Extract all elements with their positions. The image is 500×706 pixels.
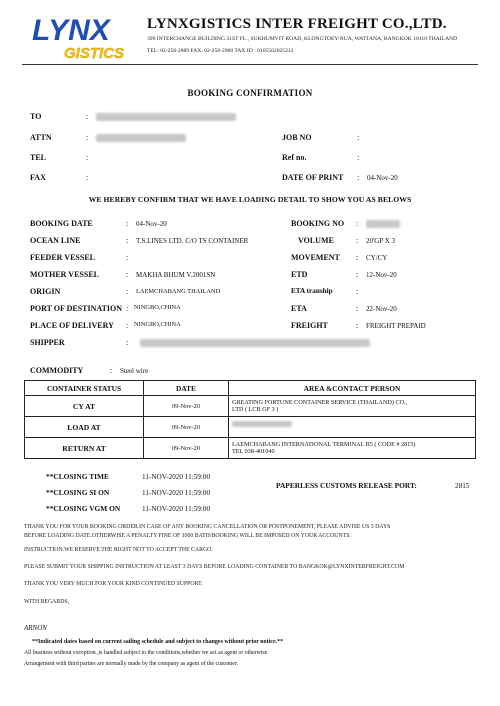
confirmation-statement: WE HEREBY CONFIRM THAT WE HAVE LOADING DETAIL TO SHOW YOU AS BELOWS (88, 195, 412, 204)
header-area-contact: AREA &CONTACT PERSON (229, 381, 476, 396)
etd-value: 12-Nov-20 (366, 271, 397, 279)
freight-label: FREIGHT (291, 321, 328, 330)
company-logo (28, 10, 136, 62)
to-label: TO (30, 112, 42, 121)
note-line: THANK YOU FOR YOUR BOOKING ORDER.IN CASE OF ANY BOOKING CANCELLATION OR POSTPONEMENT, PLEASE ADVISE US 3 DAYS (24, 524, 391, 530)
closing-time-label: **CLOSING TIME (46, 472, 109, 481)
fax-colon: : (86, 173, 89, 182)
ref-no-label: Ref no. (282, 153, 307, 162)
paperless-label: PAPERLESS CUSTOMS RELEASE PORT: (276, 481, 417, 490)
logo-text-bottom: GISTICS (64, 45, 125, 62)
eta-tranship-label: ETA tranship (291, 287, 333, 295)
mother-vessel-colon: : (126, 270, 129, 279)
booking-no-colon: : (356, 219, 359, 228)
eta-tranship-colon: : (356, 287, 359, 296)
pod-value: NINGBO,CHINA (134, 304, 181, 311)
attn-colon: : (86, 133, 89, 142)
logo-text-top: LYNX (32, 14, 110, 47)
ref-no-colon: : (357, 153, 360, 162)
pod-colon: : (126, 304, 129, 313)
load-at-redacted (232, 421, 292, 427)
closing-si-value: 11-NOV-2020 11:59:00 (142, 489, 211, 497)
volume-value: 20'GP X 3 (366, 237, 396, 245)
shipper-label: SHIPPER (30, 338, 65, 347)
footer-terms: Arrangement with third parties are normally made by the company as agent of the customer. (24, 661, 238, 667)
row-date: 09-Nov-20 (144, 396, 229, 417)
movement-label: MOVEMENT (291, 253, 340, 262)
closing-time-value: 11-NOV-2020 11:59:00 (142, 473, 211, 481)
header-date: DATE (144, 381, 229, 396)
row-area (229, 438, 476, 459)
place-of-delivery-value: NINGBO,CHINA (134, 321, 181, 328)
shipper-colon: : (126, 338, 129, 347)
origin-value: LAEMCHABANG THAILAND (136, 288, 221, 295)
header-container-status: CONTAINER STATUS (25, 381, 144, 396)
tel-colon: : (86, 153, 89, 162)
note-line: PLEASE SUBMIT YOUR SHIPPING INSTRUCTION AT LEAST 3 DAYS BEFORE LOADING CONTAINER TO BANGKOK@LYNXINTERFREIGHT.COM (24, 564, 405, 570)
company-address: 399 INTERCHANGE BUILDING 31ST FL., SUKHUMVIT ROAD, KLONGTOEY-NUA, WATTANA, BANGKOK 10110 THAILAND (147, 36, 458, 42)
ocean-line-value: T.S.LINES LTD. C/O TS CONTAINER (136, 237, 249, 245)
ocean-line-colon: : (126, 236, 129, 245)
fax-label: FAX (30, 173, 46, 182)
booking-date-colon: : (126, 219, 129, 228)
closing-vgm-label: **CLOSING VGM ON (46, 504, 121, 513)
row-area-line1: GREATING FORTUNE CONTAINER SERVICE (THAILAND) CO., (232, 398, 408, 406)
company-contact: TEL: 02-258-2889 FAX: 02-258-2900 TAX ID : 0105562025212 (147, 48, 294, 54)
commodity-value: Steel wire (120, 367, 149, 375)
etd-label: ETD (291, 270, 308, 279)
booking-no-redacted (366, 220, 400, 228)
to-redacted (96, 113, 236, 121)
date-of-print-value: 04-Nov-20 (367, 174, 398, 182)
eta-value: 22-Nov-20 (366, 305, 397, 313)
row-area (229, 396, 476, 417)
note-line: INSTRUCTION.WE RESERVE THE RIGHT NOT TO ACCEPT THE CARGO. (24, 547, 213, 553)
shipper-redacted (140, 339, 370, 347)
feeder-vessel-label: FEEDER VESSEL (30, 253, 95, 262)
table-row (25, 438, 476, 459)
paperless-value: 2815 (455, 482, 470, 490)
eta-colon: : (356, 304, 359, 313)
freight-colon: : (356, 321, 359, 330)
job-no-label: JOB NO (282, 133, 312, 142)
ocean-line-label: OCEAN LINE (30, 236, 81, 245)
place-of-delivery-colon: : (126, 321, 129, 330)
container-status-table (24, 380, 476, 459)
closing-vgm-value: 11-NOV-2020 11:59:00 (142, 505, 211, 513)
row-date: 09-Nov-20 (144, 438, 229, 459)
booking-date-value: 04-Nov-20 (136, 220, 167, 228)
booking-no-label: BOOKING NO (291, 219, 345, 228)
row-date: 09-Nov-20 (144, 417, 229, 438)
place-of-delivery-label: PLACE OF DELIVERY (30, 321, 114, 330)
origin-label: ORIGIN (30, 287, 61, 296)
volume-colon: : (356, 236, 359, 245)
movement-colon: : (356, 253, 359, 262)
job-no-colon: : (357, 133, 360, 142)
tel-label: TEL (30, 153, 47, 162)
row-area-line2: TEL 038-401040 (232, 448, 275, 455)
footer-disclaimer: **Indicated dates based on current sailing schedule and subject to changes without prior notice.** (32, 639, 284, 645)
closing-si-label: **CLOSING SI ON (46, 488, 110, 497)
note-line: THANK YOU VERY MUCH FOR YOUR KIND CONTINUED SUPPORT. (24, 581, 203, 587)
table-row (25, 417, 476, 438)
attn-label: ATTN (30, 133, 52, 142)
row-status: RETURN AT (25, 438, 144, 459)
mother-vessel-value: MAKHA BHUM V.2001SN (136, 271, 216, 279)
volume-label: VOLUME (298, 236, 334, 245)
pod-label: PORT OF DESTINATION (30, 304, 123, 313)
feeder-vessel-colon: : (126, 253, 129, 262)
movement-value: CY/CY (366, 254, 388, 262)
row-area (229, 417, 476, 438)
date-of-print-label: DATE OF PRINT (282, 173, 344, 182)
note-line: BEFORE LOADING DATE.OTHERWISE A PENALTY FINE OF 1000 BATH/BOOKING WILL BE IMPOSED ON YOUR ACCOUNTS. (24, 533, 351, 539)
commodity-colon: : (110, 366, 113, 375)
attn-redacted (96, 134, 186, 142)
row-status: LOAD AT (25, 417, 144, 438)
header-divider (22, 64, 478, 65)
to-colon: : (86, 112, 89, 121)
page-title: BOOKING CONFIRMATION (187, 88, 313, 98)
origin-colon: : (126, 287, 129, 296)
table-row (25, 396, 476, 417)
row-status: CY AT (25, 396, 144, 417)
commodity-label: COMMODITY (30, 366, 84, 375)
note-line: WITH REGARDS, (24, 599, 70, 605)
eta-label: ETA (291, 304, 307, 313)
row-area-line2: LTD ( LCB GF 3 ) (232, 406, 279, 413)
mother-vessel-label: MOTHER VESSEL (30, 270, 99, 279)
signature: ARNON (24, 624, 47, 632)
booking-date-label: BOOKING DATE (30, 219, 93, 228)
footer-terms: All business without exception ,is handled subject to the conditions,whether we act as agent or otherwise. (24, 650, 269, 656)
company-name: LYNXGISTICS INTER FREIGHT CO.,LTD. (147, 16, 447, 32)
etd-colon: : (356, 270, 359, 279)
freight-value: FREIGHT PREPAID (366, 322, 426, 330)
row-area-line1: LAEMCHABANG INTERNATIONAL TERMINAL B5 ( CODE # 2815) (232, 440, 416, 448)
date-of-print-colon: : (357, 173, 360, 182)
